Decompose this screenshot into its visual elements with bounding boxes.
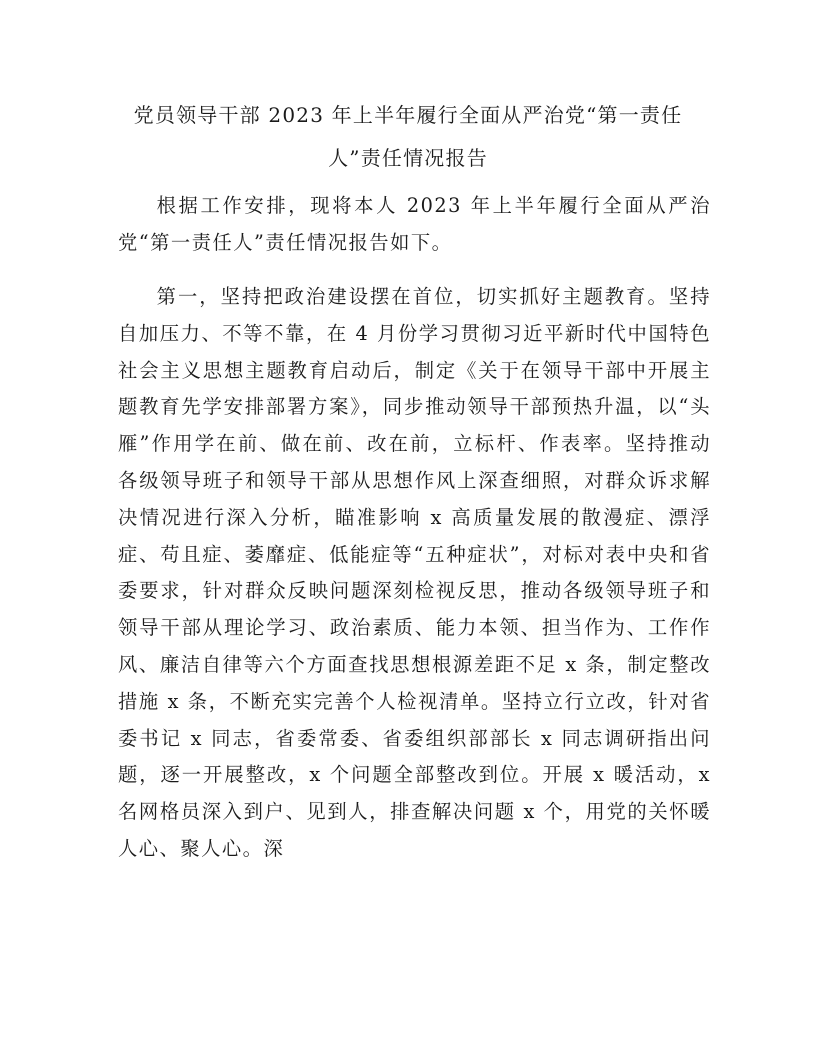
document-title: 党员领导干部 2023 年上半年履行全面从严治党“第一责任人”责任情况报告 [133,103,683,170]
intro-paragraph: 根据工作安排，现将本人 2023 年上半年履行全面从严治党“第一责任人”责任情况报告如下。 [118,194,711,254]
section-one-paragraph: 第一，坚持把政治建设摆在首位，切实抓好主题教育。坚持自加压力、不等不靠，在 4 月份学习贯彻习近平新时代中国特色社会主义思想主题教育启动后，制定《关于在领导干部中开展主题教育先学安排部署方案》，同步推动领导干部预热升温，以“头雁”作用学在前、做在前、改在前，立标杆、作表率。坚持推动各级领导班子和领导干部从思想作风上深查细照，对群众诉求解决情况进行深入分析，瞄准影响 x 高质量发展的散漫症、漂浮症、苟且症、萎靡症、低能症等“五种症状”，对标对表中央和省委要求，针对群众反映问题深刻检视反思，推动各级领导班子和领导干部从理论学习、政治素质、能力本领、担当作为、工作作风、廉洁自律等六个方面查找思想根源差距不足 x 条，制定整改措施 x 条，不断充实完善个人检视清单。坚持立行立改，针对省委书记 x 同志，省委常委、省委组织部部长 x 同志调研指出问题，逐一开展整改，x 个问题全部整改到位。开展 x 暖活动，x 名网格员深入到户、见到人，排查解决问题 x 个，用党的关怀暖人心、聚人心。深 [118,285,711,860]
